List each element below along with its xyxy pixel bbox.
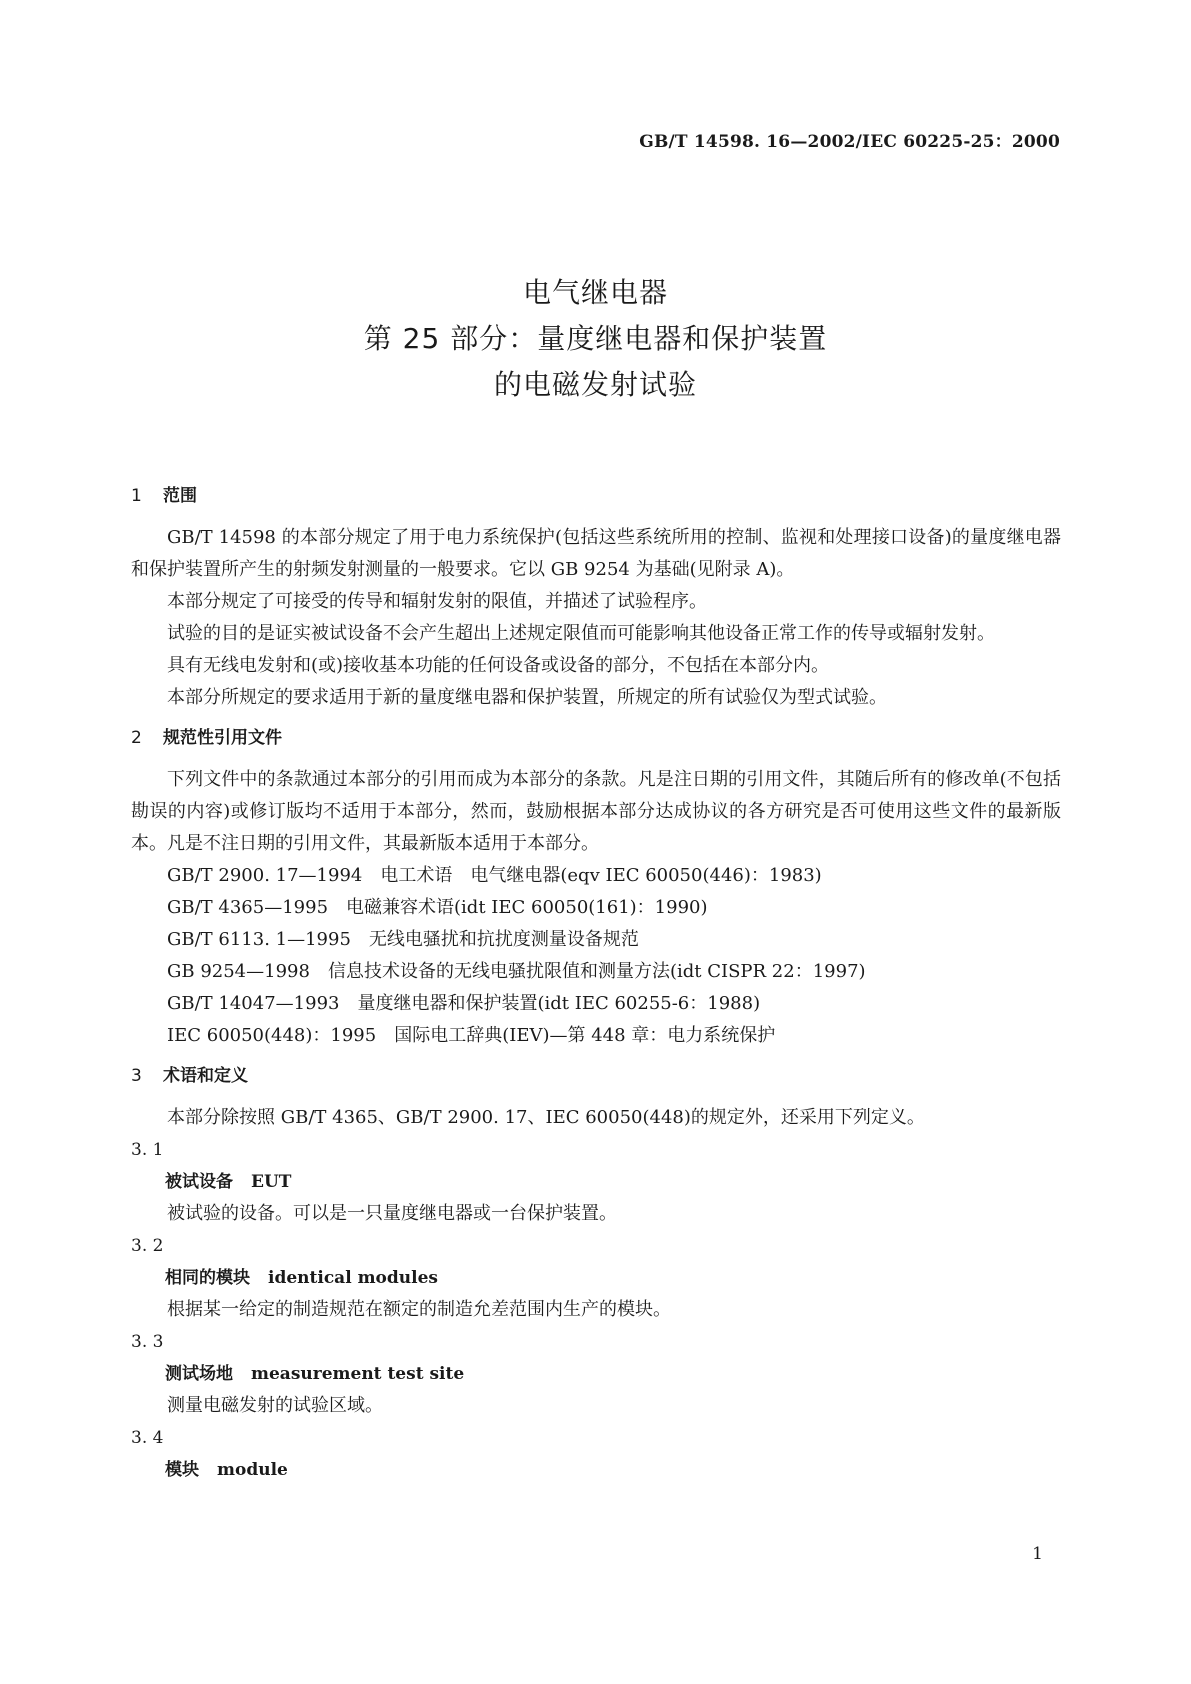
term-name-en: measurement test site (251, 1364, 465, 1384)
term-name (131, 1262, 1061, 1294)
reference-title: 量度继电器和保护装置(idt IEC 60255-6：1988) (357, 993, 761, 1014)
standard-code-header: GB/T 14598. 16—2002/IEC 60225-25：2000 (639, 132, 1060, 152)
section-2-intro: 下列文件中的条款通过本部分的引用而成为本部分的条款。凡是注日期的引用文件，其随后所有的修改单(不包括勘误的内容)或修订版均不适用于本部分，然而，鼓励根据本部分达成协议的各方研究是否可使用这些文件的最新版本。凡是不注日期的引用文件，其最新版本适用于本部分。 (131, 769, 1061, 854)
document-body (131, 480, 1061, 1486)
section-1-number: 1 (131, 486, 142, 506)
reference-item (131, 924, 1061, 956)
term-name-zh: 被试设备 (165, 1172, 233, 1192)
section-1-paragraph: 本部分所规定的要求适用于新的量度继电器和保护装置，所规定的所有试验仅为型式试验。 (167, 687, 887, 708)
section-2-heading (131, 722, 1061, 756)
section-3-number: 3 (131, 1066, 142, 1086)
section-1-title: 范围 (163, 486, 197, 506)
section-1-paragraph: 具有无线电发射和(或)接收基本功能的任何设备或设备的部分，不包括在本部分内。 (167, 655, 830, 676)
term-name (131, 1454, 1061, 1486)
reference-code: GB/T 4365—1995 (167, 897, 329, 918)
reference-item (131, 1020, 1061, 1052)
reference-item (131, 892, 1061, 924)
term-definition: 根据某一给定的制造规范在额定的制造允差范围内生产的模块。 (167, 1299, 671, 1320)
reference-title: 电工术语 电气继电器(eqv IEC 60050(446)：1983) (380, 865, 822, 886)
document-title (0, 270, 1191, 408)
term-definition: 测量电磁发射的试验区域。 (167, 1395, 383, 1416)
term-number: 3. 4 (131, 1428, 164, 1448)
reference-item (131, 956, 1061, 988)
reference-title: 信息技术设备的无线电骚扰限值和测量方法(idt CISPR 22：1997) (327, 961, 866, 982)
section-1-heading (131, 480, 1061, 514)
term-definition: 被试验的设备。可以是一只量度继电器或一台保护装置。 (167, 1203, 617, 1224)
reference-code: GB 9254—1998 (167, 961, 310, 982)
reference-code: IEC 60050(448)：1995 (167, 1025, 377, 1046)
section-2-number: 2 (131, 728, 142, 748)
reference-code: GB/T 2900. 17—1994 (167, 865, 363, 886)
reference-title: 国际电工辞典(IEV)—第 448 章：电力系统保护 (394, 1025, 776, 1046)
section-2-title: 规范性引用文件 (163, 728, 282, 748)
page-number: 1 (1032, 1544, 1043, 1564)
section-1-paragraph: 本部分规定了可接受的传导和辐射发射的限值，并描述了试验程序。 (167, 591, 707, 612)
section-1-paragraph: GB/T 14598 的本部分规定了用于电力系统保护(包括这些系统所用的控制、监视和处理接口设备)的量度继电器和保护装置所产生的射频发射测量的一般要求。它以 GB 9254 为基础(见附录 A)。 (131, 527, 1061, 580)
section-3-title: 术语和定义 (163, 1066, 248, 1086)
section-3-heading (131, 1060, 1061, 1094)
reference-code: GB/T 6113. 1—1995 (167, 929, 351, 950)
section-3-intro: 本部分除按照 GB/T 4365、GB/T 2900. 17、IEC 60050(448)的规定外，还采用下列定义。 (167, 1107, 925, 1128)
title-line-2: 第 25 部分：量度继电器和保护装置 (363, 322, 828, 355)
reference-title: 无线电骚扰和抗扰度测量设备规范 (368, 929, 639, 950)
term-name-zh: 测试场地 (165, 1364, 233, 1384)
section-1-paragraph: 试验的目的是证实被试设备不会产生超出上述规定限值而可能影响其他设备正常工作的传导或辐射发射。 (167, 623, 995, 644)
term-name-zh: 模块 (165, 1460, 199, 1480)
reference-item (131, 988, 1061, 1020)
term-number: 3. 1 (131, 1140, 164, 1160)
title-line-3: 的电磁发射试验 (493, 368, 697, 401)
term-name-en: identical modules (268, 1268, 438, 1288)
title-line-1: 电气继电器 (522, 276, 668, 309)
term-name (131, 1358, 1061, 1390)
reference-item (131, 860, 1061, 892)
reference-code: GB/T 14047—1993 (167, 993, 340, 1014)
term-name-en: EUT (251, 1172, 292, 1192)
reference-title: 电磁兼容术语(idt IEC 60050(161)：1990) (346, 897, 708, 918)
term-number: 3. 2 (131, 1236, 164, 1256)
term-number: 3. 3 (131, 1332, 164, 1352)
term-name-en: module (217, 1460, 288, 1480)
term-name (131, 1166, 1061, 1198)
term-name-zh: 相同的模块 (165, 1268, 250, 1288)
